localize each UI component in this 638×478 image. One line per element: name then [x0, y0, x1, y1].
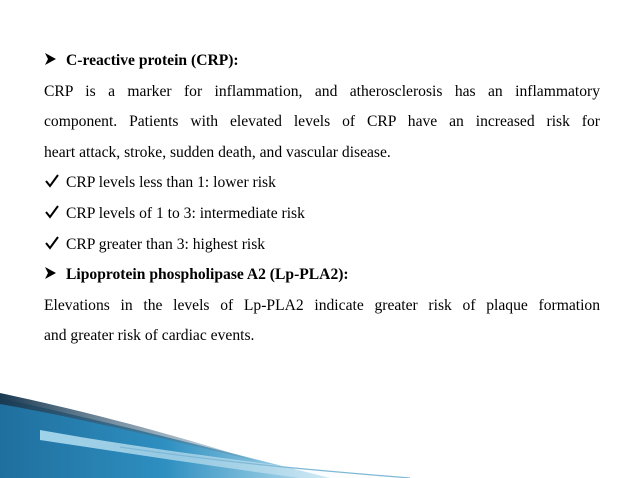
- check-item: [44, 168, 600, 199]
- check-item-text: CRP levels less than 1: lower risk: [66, 174, 276, 192]
- paragraph-line: component. Patients with elevated levels of CRP have an increased risk for: [44, 113, 600, 131]
- paragraph-line: Elevations in the levels of Lp-PLA2 indicate greater risk of plaque formation: [44, 296, 600, 314]
- paragraph-line: heart attack, stroke, sudden death, and vascular disease.: [44, 143, 391, 161]
- wave-light-band: [40, 430, 380, 478]
- check-item-text: CRP levels of 1 to 3: intermediate risk: [66, 204, 305, 222]
- section-heading-crp: [44, 46, 600, 77]
- checkmark-icon: [44, 174, 66, 188]
- arrow-bullet-icon: [44, 266, 66, 280]
- paragraph-line: and greater risk of cardiac events.: [44, 327, 255, 345]
- check-item: [44, 199, 600, 230]
- heading-text: C-reactive protein (CRP):: [66, 52, 239, 69]
- wave-blue-band: [0, 398, 330, 478]
- arrow-bullet-icon: [44, 52, 66, 66]
- section-heading-lp-pla2: [44, 260, 600, 291]
- paragraph-line: CRP is a marker for inflammation, and atherosclerosis has an inflammatory: [44, 82, 600, 100]
- heading-text: Lipoprotein phospholipase A2 (Lp-PLA2):: [66, 266, 349, 284]
- wave-thin-line: [120, 447, 410, 478]
- check-item-text: CRP greater than 3: highest risk: [66, 235, 266, 253]
- slide-content: [44, 46, 600, 352]
- checkmark-icon: [44, 205, 66, 219]
- wave-dark-stripe: [0, 393, 260, 462]
- check-item: [44, 230, 600, 261]
- checkmark-icon: [44, 236, 66, 250]
